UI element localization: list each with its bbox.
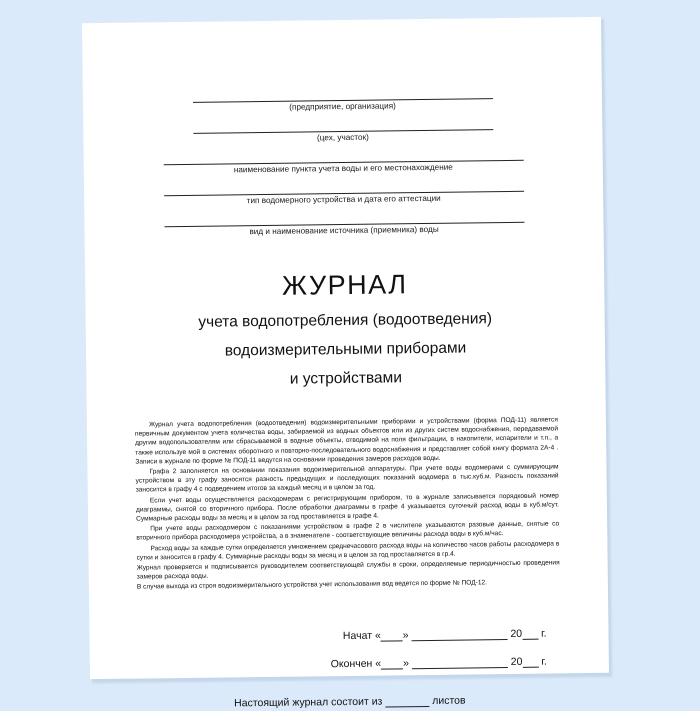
- document-title: [129, 267, 561, 390]
- header-caption-1: (предприятие, организация): [289, 101, 396, 112]
- page-count-suffix: листов: [432, 694, 466, 707]
- start-quote-close: »: [402, 628, 409, 641]
- header-caption-4: тип водомерного устройства и дата его аттестации: [246, 193, 441, 206]
- end-month-blank[interactable]: [412, 656, 508, 669]
- end-year-tail: г.: [541, 655, 547, 668]
- end-year-prefix: 20: [510, 655, 523, 668]
- title-line-2: водоизмерительными приборами: [224, 339, 467, 360]
- start-year-prefix: 20: [510, 627, 523, 640]
- body-paragraph-7: В случае выхода из строя водоизмерительного устройства учет использования вод ведется по форме № ПОД-12.: [136, 579, 488, 592]
- header-fields: [127, 85, 560, 238]
- start-year-tail: г.: [540, 627, 547, 640]
- header-caption-5: вид и наименование источника (приемника) воды: [249, 224, 439, 237]
- header-caption-3: наименование пункта учета воды и его местонахождение: [233, 162, 453, 175]
- end-year-blank[interactable]: [522, 655, 538, 667]
- title-line-3: и устройствами: [289, 369, 403, 388]
- body-paragraph-3: Если учет воды осуществляется расходомерам с регистрирующим прибором, то в журнале записывается порядковый номер диаграммы, снятой со вторичного прибора. После обработки диаграммы в графе 4 указывается суточный расход воды в куб.м/сут. Суммарные расходы воды за месяц и в целом за год проставляется в графе 4.: [135, 492, 559, 523]
- end-date-label: Окончен: [330, 657, 373, 670]
- end-date-line: [134, 655, 547, 672]
- page-count-line: [134, 693, 565, 710]
- body-paragraph-5: Расход воды за каждые сутки определяется умножением среднечасового расхода воды на количество часов работы расходомера в сутки и заносится в графу 4. Суммарные расходы воды за месяц и в целом за год проставляется в гр.4.: [136, 540, 560, 562]
- document-body: [131, 415, 564, 592]
- title-main: ЖУРНАЛ: [281, 269, 408, 301]
- body-paragraph-2: Графа 2 заполняется на основании показания водоизмерительной аппаратуры. При учете воды водомерами с суммирующим устройством в эту графу заносятся разность предыдущих и последующих показаний водомера в тыс.куб.м. Разность показаний заносится в графу 4 с подведением итогов за каждый месяц и в целом за год.: [135, 463, 559, 494]
- body-paragraph-4: При учете воды расходомером с показаниями устройством в графе 2 в числителе указываются разовые данные, снятые со вторичного прибора расходомера устройства, а в знаменателе - соответствующие величины расхода воды в куб.м/час.: [136, 520, 560, 543]
- end-quote-open: «: [375, 657, 382, 670]
- start-day-blank[interactable]: [381, 629, 403, 641]
- document-page: [82, 17, 609, 710]
- body-paragraph-6: Журнал проверяется и подписывается руководителем соответствующей службы в сроки, определяемые периодичностью проведения замеров расхода воды.: [136, 559, 560, 581]
- header-caption-2: (цех, участок): [316, 132, 369, 143]
- end-day-blank[interactable]: [381, 657, 403, 669]
- document-footer: [133, 627, 564, 672]
- page-count-blank[interactable]: [385, 695, 429, 708]
- start-month-blank[interactable]: [411, 628, 507, 641]
- start-date-label: Начат: [342, 629, 373, 642]
- start-year-blank[interactable]: [522, 627, 538, 639]
- start-date-line: [133, 627, 546, 644]
- title-line-1: учета водопотребления (водоотведения): [198, 310, 493, 331]
- start-quote-open: «: [374, 629, 381, 642]
- end-quote-close: »: [403, 656, 410, 669]
- body-paragraph-1: Журнал учета водопотребления (водоотведения) водоизмерительными приборами и устройствами (форма ПОД-11) является первичным документом учета количества воды, забираемой из водных объектов или из других систем водоснабжения, передаваемой другим водопользователям или сбрасываемой в водные объекты, отводимой на поля фильтрации, в накопители, испарители и т.п., а также используе мой в системах оборотного и повторно-последовательного водоснабжения и представляет собой книгу формата 2А-4 . Записи в журнале по форме № ПОД-11 ведутся на основании проведения замеров расходов воды.: [134, 416, 559, 466]
- page-count-prefix: Настоящий журнал состоит из: [234, 695, 383, 710]
